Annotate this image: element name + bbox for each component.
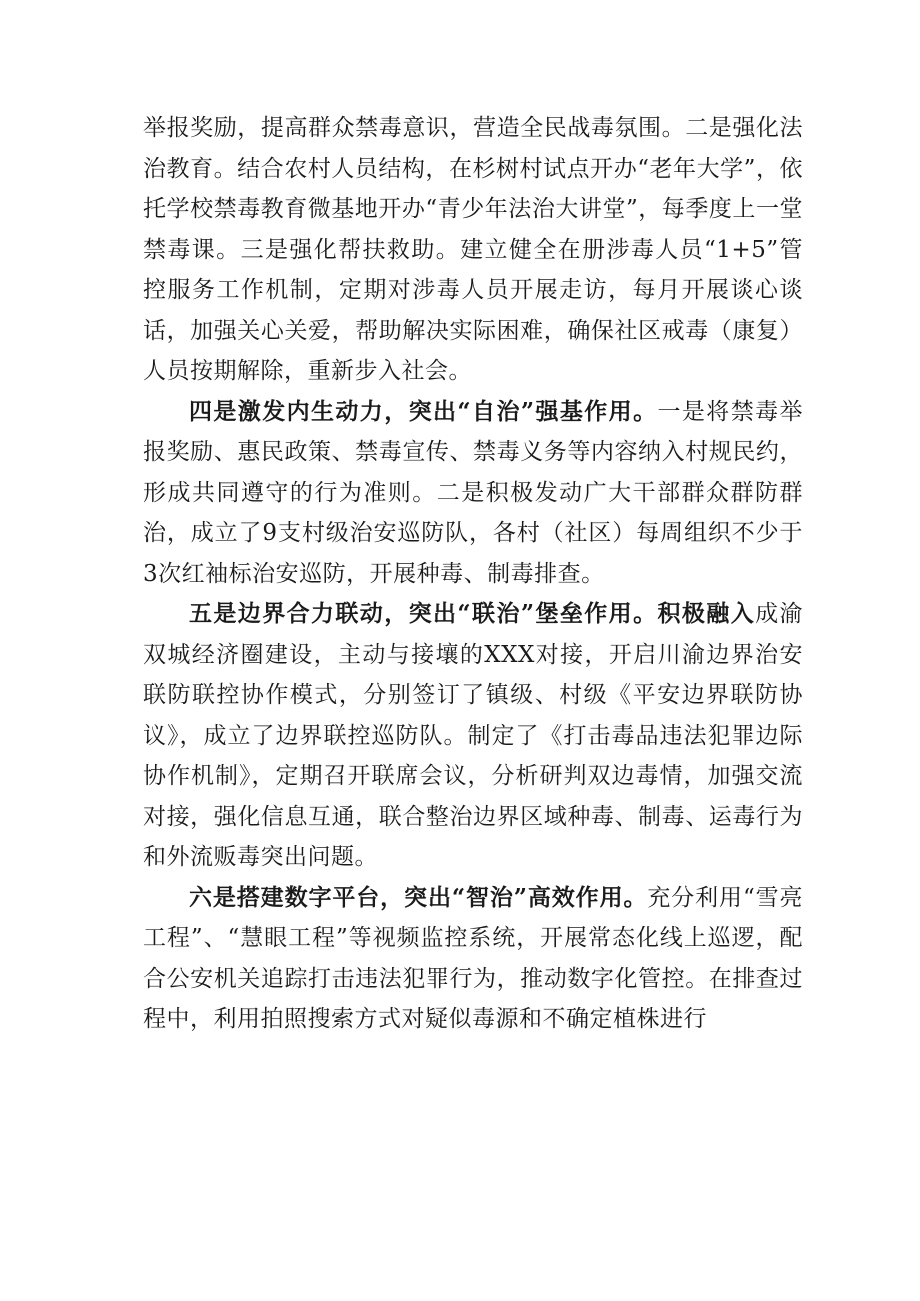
paragraph-text: 举报奖励，提高群众禁毒意识，营造全民战毒氛围。二是强化法治教育。结合农村人员结构，在杉树村试点开办“老年大学”，依托学校禁毒教育微基地开办“青少年法治大讲堂”，每季度上一堂禁毒课。三是强化帮扶救助。建立健全在册涉毒人员“1+5”管控服务工作机制，定期对涉毒人员开展走访，每月开展谈心谈话，加强关心关爱，帮助解决实际困难，确保社区戒毒（康复）人员按期解除，重新步入社会。 <box>143 115 803 384</box>
paragraph-continuation <box>143 108 803 392</box>
paragraph-lead: 六是搭建数字平台，突出“智治”高效作用。 <box>189 883 648 911</box>
paragraph-text: 一是将禁毒举报奖励、惠民政策、禁毒宣传、禁毒义务等内容纳入村规民约，形成共同遵守的行为准则。二是积极发动广大干部群众群防群治，成立了9支村级治安巡防队，各村（社区）每周组织不少于3次红袖标治安巡防，开展种毒、制毒排查。 <box>143 398 803 587</box>
paragraph-smart-governance <box>143 878 803 1040</box>
paragraph-text: 充分利用“雪亮工程”、“慧眼工程”等视频监控系统，开展常态化线上巡逻，配合公安机关追踪打击违法犯罪行为，推动数字化管控。在排查过程中，利用拍照搜索方式对疑似毒源和不确定植株进行 <box>143 884 803 1032</box>
paragraph-lead: 四是激发内生动力，突出“自治”强基作用。 <box>189 397 658 425</box>
paragraph-joint-governance <box>143 594 803 878</box>
paragraph-lead: 五是边界合力联动，突出“联治”堡垒作用。积极融入 <box>189 600 756 627</box>
paragraph-self-governance <box>143 392 803 595</box>
paragraph-text: 成渝双城经济圈建设，主动与接壤的XXX对接，开启川渝边界治安联防联控协作模式，分别签订了镇级、村级《平安边界联防协议》，成立了边界联控巡防队。制定了《打击毒品违法犯罪边际协作机制》，定期召开联席会议，分析研判双边毒情，加强交流对接，强化信息互通，联合整治边界区域种毒、制毒、运毒行为和外流贩毒突出问题。 <box>143 601 803 870</box>
document-page <box>143 108 803 1040</box>
